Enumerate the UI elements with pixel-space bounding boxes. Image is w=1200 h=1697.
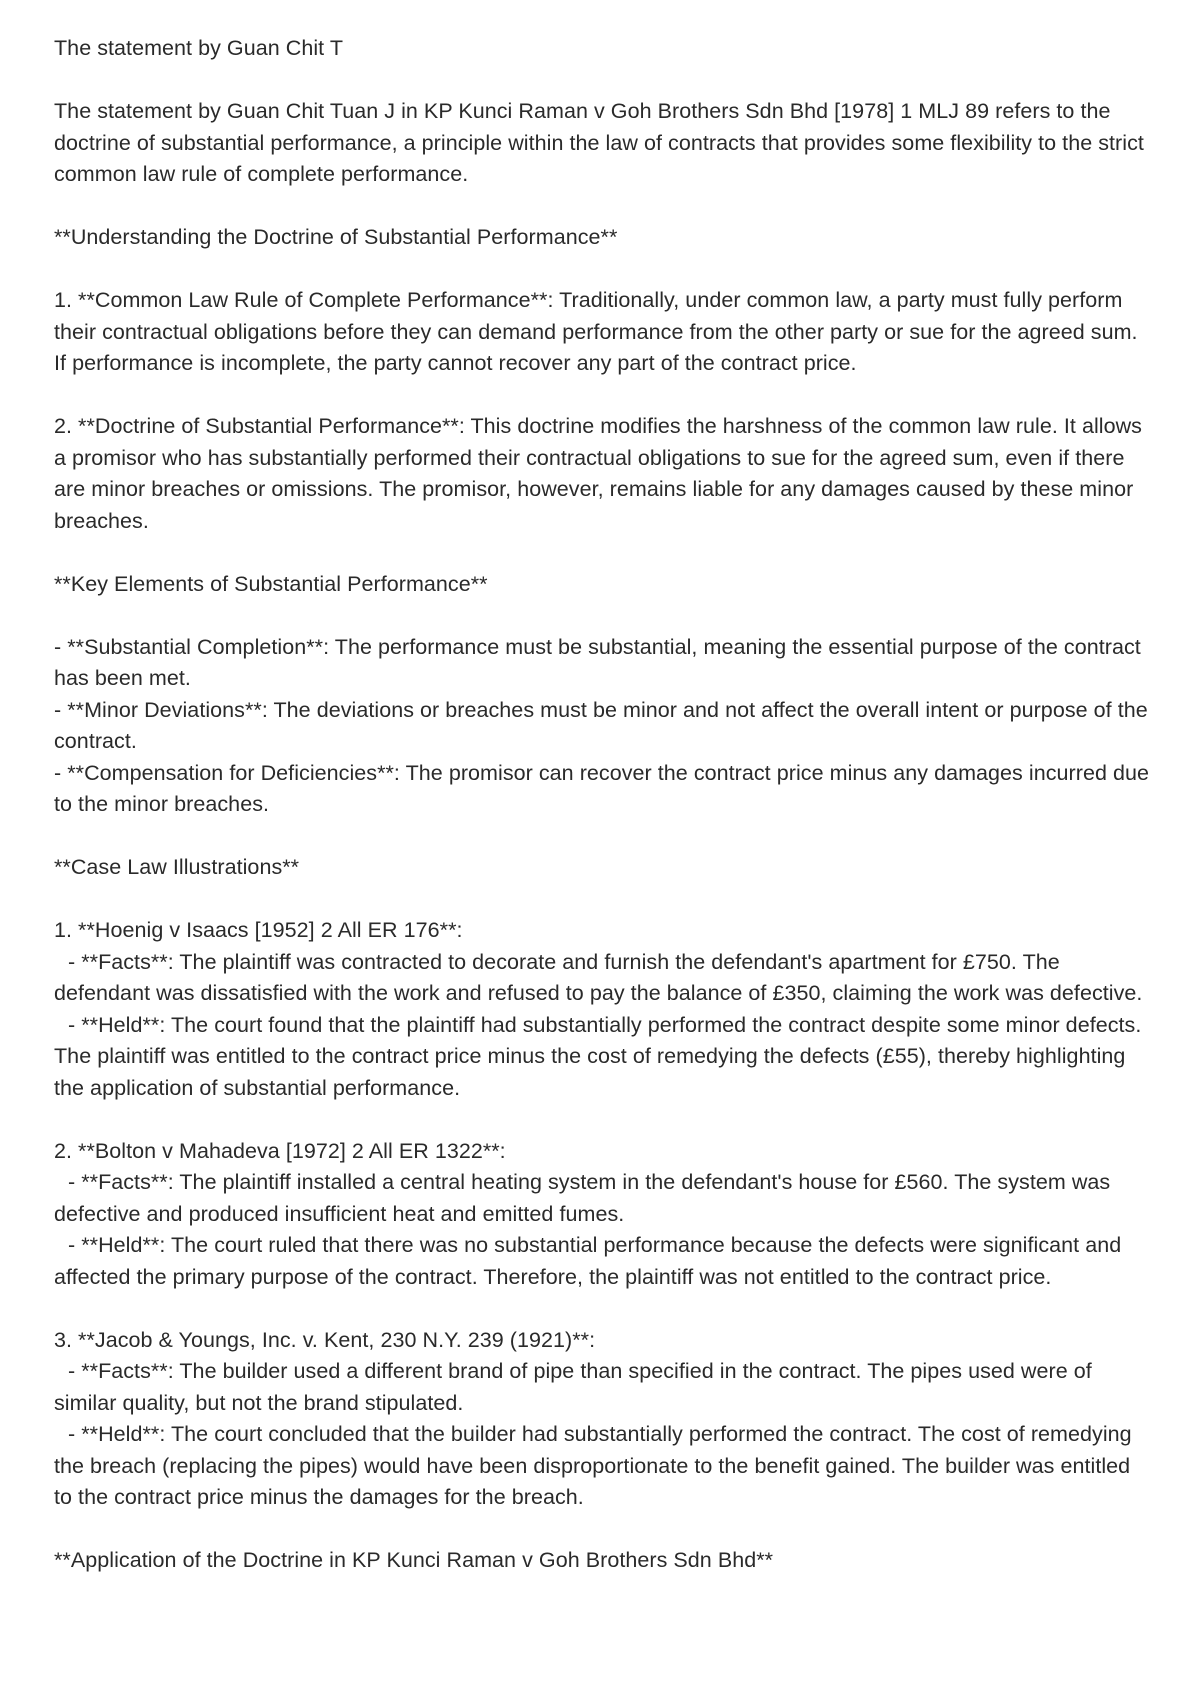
- point-substantial-performance: 2. **Doctrine of Substantial Performance**: This doctrine modifies the harshness of the common law rule. It allows a promisor who has substantially performed their contractual obligations to sue for the agreed sum, even if there are minor breaches or omissions. The promisor, however, remains liable for any damages caused by these minor breaches.: [54, 414, 1142, 533]
- case-title: 3. **Jacob & Youngs, Inc. v. Kent, 230 N.Y. 239 (1921)**:: [54, 1327, 596, 1352]
- case-facts: - **Facts**: The plaintiff installed a central heating system in the defendant's house for £560. The system was defective and produced insufficient heat and emitted fumes.: [54, 1170, 1111, 1226]
- case-facts: - **Facts**: The builder used a different brand of pipe than specified in the contract. The pipes used were of similar quality, but not the brand stipulated.: [54, 1359, 1092, 1415]
- case-title: 1. **Hoenig v Isaacs [1952] 2 All ER 176**:: [54, 918, 463, 942]
- title-line: The statement by Guan Chit T: [54, 36, 344, 60]
- key-element-item: - **Minor Deviations**: The deviations or breaches must be minor and not affect the overall intent or purpose of the contract.: [54, 697, 1148, 753]
- key-elements-list: [54, 632, 1154, 821]
- case-facts: - **Facts**: The plaintiff was contracted to decorate and furnish the defendant's apartment for £750. The defendant was dissatisfied with the work and refused to pay the balance of £350, claiming the work was defective.: [54, 949, 1143, 1005]
- case-held: - **Held**: The court concluded that the builder had substantially performed the contract. The cost of remedying the breach (replacing the pipes) would have been disproportionate to the benefit gained. The builder was entitled to the contract price minus the damages for the breach.: [54, 1422, 1132, 1509]
- case-held: - **Held**: The court ruled that there was no substantial performance because the defects were significant and affected the primary purpose of the contract. Therefore, the plaintiff was not entitled to the contract price.: [54, 1233, 1122, 1289]
- heading-application: **Application of the Doctrine in KP Kunci Raman v Goh Brothers Sdn Bhd**: [54, 1548, 774, 1572]
- key-element-item: - **Substantial Completion**: The performance must be substantial, meaning the essential purpose of the contract has been met.: [54, 634, 1141, 690]
- intro-paragraph: The statement by Guan Chit Tuan J in KP Kunci Raman v Goh Brothers Sdn Bhd [1978] 1 MLJ 89 refers to the doctrine of substantial performance, a principle within the law of contracts that provides some flexibility to the strict common law rule of complete performance.: [54, 99, 1144, 186]
- heading-key-elements: **Key Elements of Substantial Performance**: [54, 571, 488, 596]
- case-held: - **Held**: The court found that the plaintiff had substantially performed the contract despite some minor defects. The plaintiff was entitled to the contract price minus the cost of remedying the defects (£55), thereby highlighting the application of substantial performance.: [54, 1012, 1142, 1100]
- point-common-law-rule: 1. **Common Law Rule of Complete Performance**: Traditionally, under common law, a party must fully perform their contractual obligations before they can demand performance from the other party or sue for the agreed sum. If performance is incomplete, the party cannot recover any part of the contract price.: [54, 288, 1138, 375]
- case-hoenig: [54, 915, 1154, 1104]
- heading-understanding: **Understanding the Doctrine of Substantial Performance**: [54, 225, 618, 249]
- heading-case-law: **Case Law Illustrations**: [54, 855, 300, 879]
- document-page: [54, 33, 1154, 1608]
- case-title: 2. **Bolton v Mahadeva [1972] 2 All ER 1322**:: [54, 1138, 506, 1163]
- case-bolton: [54, 1136, 1154, 1294]
- case-jacob-youngs: [54, 1325, 1154, 1514]
- key-element-item: - **Compensation for Deficiencies**: The promisor can recover the contract price minus any damages incurred due to the minor breaches.: [54, 760, 1150, 816]
